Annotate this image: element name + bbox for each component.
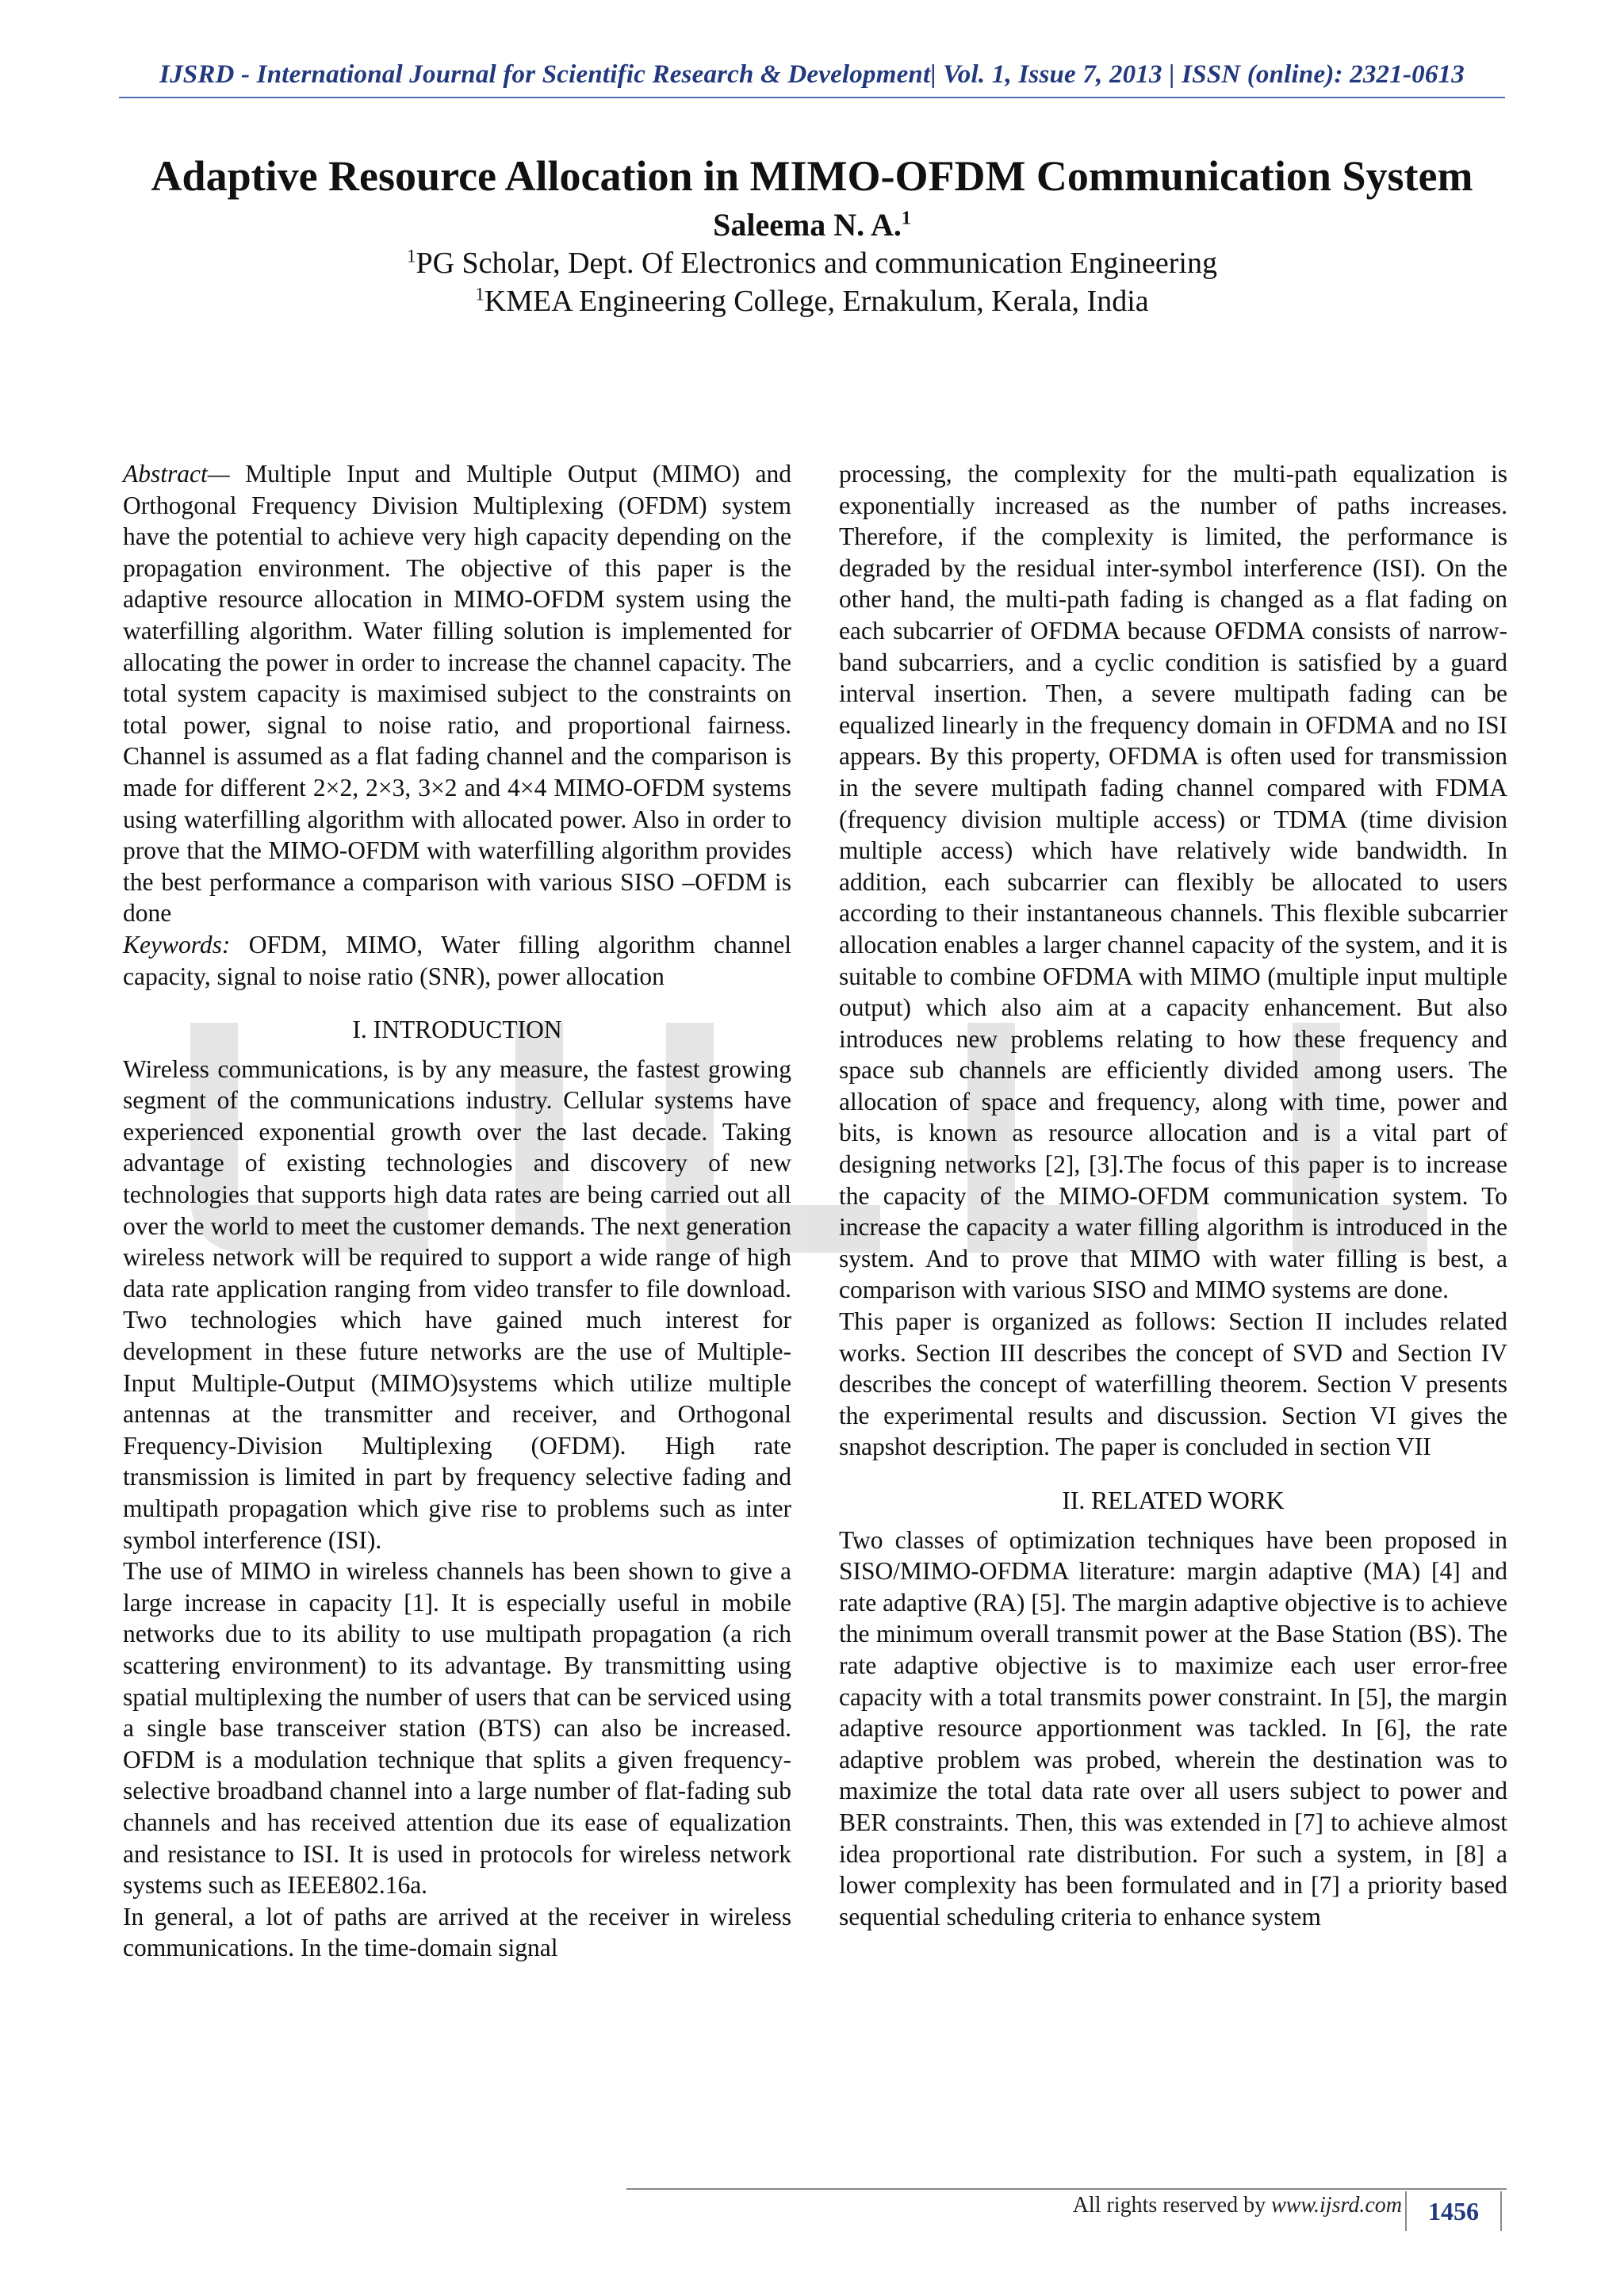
intro-continued-paragraph: processing, the complexity for the multi-path equalization is exponentially increased as the number of paths increases. Therefore, if the complexity is limited, the performance is degraded by the residual inter-symbol interference (ISI). On the other hand, the multi-path fading is changed as a flat fading on each subcarrier of OFDMA because OFDMA consists of narrow-band subcarriers, and a cyclic condition is satisfied by a guard interval insertion. Then, a severe multipath fading can be equalized linearly in the frequency domain in OFDMA and no ISI appears. By this property, OFDMA is often used for transmission in the severe multipath fading channel compared with FDMA (frequency division multiple access) or TDMA (time division multiple access) which have relatively wide bandwidth. In addition, each subcarrier can flexibly be allocated to users according to their instantaneous channels. This flexible subcarrier allocation enables a larger channel capacity of the system, and it is suitable to combine OFDMA with MIMO (multiple input multiple output) which also aim at a capacity enhancement. But also introduces new problems relating to how these frequency and space sub channels are efficiently divided among users. The allocation of space and frequency, along with time, power and bits, is known as resource allocation and is a vital part of designing networks [2], [3].The focus of this paper is to increase the capacity of the MIMO-OFDM communication system. To increase the capacity a water filling algorithm is introduced in the system. And to prove that MIMO with water filling is best, a comparison with various SISO and MIMO systems are done.	[839, 460, 1507, 1304]
affiliation-2	[119, 282, 1505, 320]
title-block	[119, 151, 1505, 320]
intro-paragraph-1: Wireless communications, is by any measure, the fastest growing segment of the communications industry. Cellular systems have experienced exponential growth over the last decade. Taking advantage of existing technologies and discovery of new technologies that supports high data rates are being carried out all over the world to meet the customer demands. The next generation wireless network will be required to support a wide range of high data rate application ranging from video transfer to file download. Two technologies which have gained much interest for development in these future networks are the use of Multiple-Input Multiple-Output (MIMO)systems which utilize multiple antennas at the transmitter and receiver, and Orthogonal Frequency-Division Multiplexing (OFDM). High rate transmission is limited in part by frequency selective fading and multipath propagation which give rise to problems such as inter symbol interference (ISI).	[123, 1054, 791, 1554]
affiliation-1	[119, 244, 1505, 282]
footer-divider	[626, 2188, 1507, 2190]
footer-rights-text: All rights reserved by	[1072, 2193, 1272, 2218]
left-column	[123, 458, 791, 1964]
author-line	[119, 206, 1505, 244]
paper-title: Adaptive Resource Allocation in MIMO-OFDM Communication System	[151, 152, 1473, 200]
abstract-label: Abstract—	[123, 460, 230, 488]
related-work-paragraph-1: Two classes of optimization techniques have been proposed in SISO/MIMO-OFDMA literature: margin adaptive (MA) [4] and rate adaptive (RA) [5]. The margin adaptive objective is to achieve the minimum overall transmit power at the Base Station (BS). The rate adaptive objective is to maximize each user error-free capacity with a total transmits power constraint. In [5], the margin adaptive resource apportionment was tackled. In [6], the rate adaptive problem was probed, wherein the destination was to maximize the total data rate over all users subject to power and BER constraints. Then, this was extended in [7] to achieve almost idea proportional rate distribution. For such a system, in [8] a lower complexity has been formulated and in [7] a priority based sequential scheduling criteria to enhance system	[839, 1525, 1507, 1931]
footer-site-link[interactable]: www.ijsrd.com	[1271, 2193, 1402, 2218]
affiliation-1-text: PG Scholar, Dept. Of Electronics and communication Engineering	[416, 247, 1217, 280]
author-superscript: 1	[901, 208, 911, 229]
footer-rights	[1073, 2193, 1402, 2218]
abstract	[123, 458, 791, 929]
keywords	[123, 929, 791, 992]
section-heading-introduction: I. INTRODUCTION	[352, 1016, 562, 1044]
intro-paragraph-3: In general, a lot of paths are arrived at the receiver in wireless communications. In the time-domain signal	[123, 1902, 791, 1962]
page-number: 1456	[1405, 2191, 1502, 2231]
affiliation-2-text: KMEA Engineering College, Ernakulum, Kerala, India	[484, 285, 1149, 318]
header-divider	[119, 97, 1505, 98]
organization-paragraph: This paper is organized as follows: Section II includes related works. Section III describes the concept of SVD and Section IV describes the concept of waterfilling theorem. Section V presents the experimental results and discussion. Section VI gives the snapshot description. The paper is concluded in section VII	[839, 1307, 1507, 1461]
intro-paragraph-2: The use of MIMO in wireless channels has been shown to give a large increase in capacity [1]. It is especially useful in mobile networks due to its ability to use multipath propagation (a rich scattering environment) to its advantage. By transmitting using spatial multiplexing the number of users that can be serviced using a single base transceiver station (BTS) can also be increased. OFDM is a modulation technique that splits a given frequency-selective broadband channel into a large number of flat-fading sub channels and has received attention due its ease of equalization and resistance to ISI. It is used in protocols for wireless network systems such as IEEE802.16a.	[123, 1557, 791, 1900]
keywords-label: Keywords:	[123, 930, 231, 959]
running-header: IJSRD - International Journal for Scientific Research & Development| Vol. 1, Issue 7, 2013 | ISSN (online): 2321-0613	[159, 60, 1465, 89]
affiliation-2-superscript: 1	[475, 284, 485, 304]
abstract-text: Multiple Input and Multiple Output (MIMO) and Orthogonal Frequency Division Multiplexing (OFDM) system have the potential to achieve very high capacity depending on the propagation environment. The objective of this paper is the adaptive resource allocation in MIMO-OFDM system using the waterfilling algorithm. Water filling solution is implemented for allocating the power in order to increase the channel capacity. The total system capacity is maximised subject to the constraints on total power, signal to noise ratio, and proportional fairness. Channel is assumed as a flat fading channel and the comparison is made for different 2×2, 2×3, 3×2 and 4×4 MIMO-OFDM systems using waterfilling algorithm with allocated power. Also in order to prove that the MIMO-OFDM with waterfilling algorithm provides the best performance a comparison with various SISO –OFDM is done	[123, 460, 791, 928]
right-column	[839, 458, 1507, 1932]
section-heading-related-work: II. RELATED WORK	[1062, 1487, 1285, 1514]
keywords-text: OFDM, MIMO, Water filling algorithm channel capacity, signal to noise ratio (SNR), power allocation	[123, 930, 791, 990]
author-name: Saleema N. A.	[713, 207, 902, 243]
affiliation-1-superscript: 1	[407, 246, 416, 266]
